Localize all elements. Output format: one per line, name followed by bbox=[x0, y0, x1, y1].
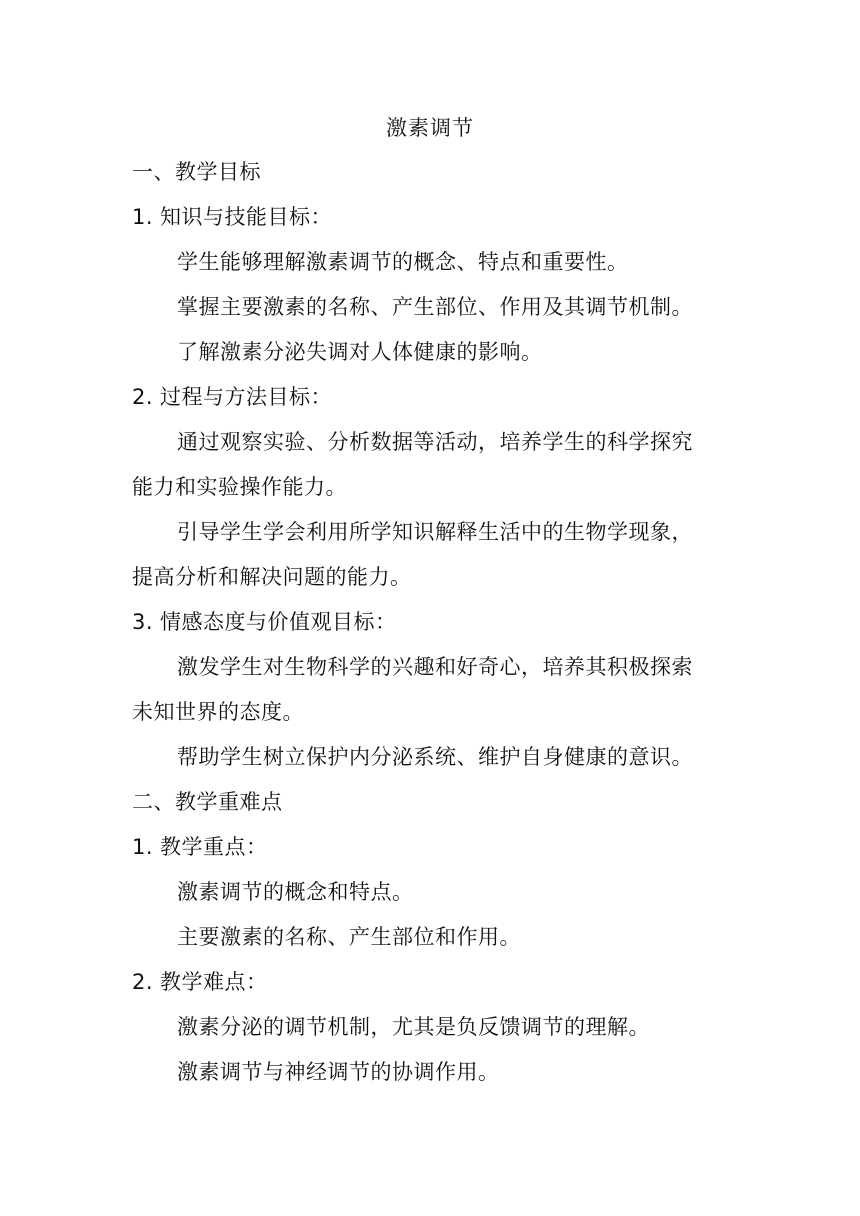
paragraph-continuation: 能力和实验操作能力。 bbox=[132, 475, 347, 499]
subheading-key-points bbox=[132, 832, 268, 862]
paragraph: 激素调节的概念和特点。 bbox=[177, 880, 414, 904]
paragraph: 主要激素的名称、产生部位和作用。 bbox=[177, 925, 521, 949]
paragraph: 帮助学生树立保护内分泌系统、维护自身健康的意识。 bbox=[177, 745, 693, 769]
paragraph: 引导学生学会利用所学知识解释生活中的生物学现象， bbox=[177, 520, 693, 544]
paragraph: 激发学生对生物科学的兴趣和好奇心，培养其积极探索 bbox=[177, 655, 693, 679]
subheading-text: 知识与技能目标： bbox=[160, 205, 332, 229]
subheading-difficult-points bbox=[132, 967, 268, 997]
subheading-process-methods bbox=[132, 382, 332, 412]
paragraph: 通过观察实验、分析数据等活动，培养学生的科学探究 bbox=[177, 430, 693, 454]
list-number: 3. bbox=[132, 610, 154, 634]
list-number: 1. bbox=[132, 205, 154, 229]
subheading-text: 过程与方法目标： bbox=[160, 385, 332, 409]
subheading-text: 教学难点： bbox=[160, 970, 268, 994]
paragraph: 激素分泌的调节机制，尤其是负反馈调节的理解。 bbox=[177, 1015, 650, 1039]
subheading-text: 教学重点： bbox=[160, 835, 268, 859]
list-number: 1. bbox=[132, 835, 154, 859]
section-heading-objectives: 一、教学目标 bbox=[132, 160, 261, 184]
paragraph: 掌握主要激素的名称、产生部位、作用及其调节机制。 bbox=[177, 295, 693, 319]
subheading-attitudes-values bbox=[132, 607, 397, 637]
paragraph-continuation: 提高分析和解决问题的能力。 bbox=[132, 565, 412, 589]
paragraph: 学生能够理解激素调节的概念、特点和重要性。 bbox=[177, 250, 629, 274]
list-number: 2. bbox=[132, 385, 154, 409]
paragraph: 了解激素分泌失调对人体健康的影响。 bbox=[177, 340, 543, 364]
document-title: 激素调节 bbox=[386, 116, 474, 140]
subheading-text: 情感态度与价值观目标： bbox=[160, 610, 397, 634]
paragraph: 激素调节与神经调节的协调作用。 bbox=[177, 1060, 500, 1084]
section-heading-key-difficult-points: 二、教学重难点 bbox=[132, 790, 283, 814]
list-number: 2. bbox=[132, 970, 154, 994]
paragraph-continuation: 未知世界的态度。 bbox=[132, 700, 304, 724]
subheading-knowledge-skills bbox=[132, 202, 332, 232]
